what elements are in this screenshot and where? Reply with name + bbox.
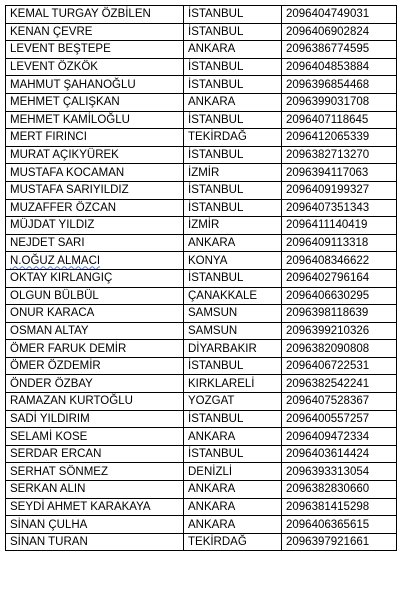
name-cell-text: NEJDET SARI [10, 237, 85, 250]
table-row [6, 498, 397, 516]
name-cell-text: MURAT AÇIKYÜREK [10, 149, 119, 162]
phone-cell-text: 2096404853884 [286, 61, 370, 74]
city-cell[interactable] [184, 375, 282, 393]
city-cell[interactable] [184, 129, 282, 147]
table-row [6, 463, 397, 481]
table-row [6, 375, 397, 393]
city-cell-text: DENİZLİ [188, 465, 233, 478]
name-cell[interactable] [6, 481, 184, 499]
name-cell-text: ÖNDER ÖZBAY [10, 377, 93, 390]
name-cell[interactable] [6, 393, 184, 411]
name-cell[interactable] [6, 322, 184, 340]
city-cell[interactable] [184, 41, 282, 59]
phone-cell-text: 2096397921661 [286, 536, 370, 549]
phone-cell-text: 2096402796164 [286, 272, 370, 285]
city-cell-text: İSTANBUL [188, 25, 244, 38]
table-row [6, 357, 397, 375]
phone-cell-text: 2096399210326 [286, 324, 370, 337]
phone-cell[interactable] [282, 287, 397, 305]
phone-cell-text: 2096393313054 [286, 465, 370, 478]
table-row [6, 322, 397, 340]
city-cell-text: TEKİRDAĞ [188, 131, 247, 144]
name-cell[interactable] [6, 287, 184, 305]
phone-cell-text: 2096409113318 [286, 237, 369, 250]
name-cell[interactable] [6, 516, 184, 534]
city-cell-text: KIRKLARELİ [188, 377, 255, 390]
table-row [6, 305, 397, 323]
name-cell-text: MUSTAFA KOCAMAN [10, 166, 125, 179]
phone-cell[interactable] [282, 199, 397, 217]
phone-cell-text: 2096406902824 [286, 25, 370, 38]
name-cell-text: ONUR KARACA [10, 307, 95, 320]
city-cell-text: İSTANBUL [188, 149, 244, 162]
phone-cell-text: 2096406365615 [286, 518, 370, 531]
city-cell-text: ANKARA [188, 43, 236, 56]
name-cell[interactable] [6, 217, 184, 235]
name-cell[interactable] [6, 269, 184, 287]
phone-cell[interactable] [282, 76, 397, 94]
contact-table-sheet [5, 5, 396, 551]
name-cell-text: SEYDİ AHMET KARAKAYA [10, 500, 151, 513]
table-row [6, 516, 397, 534]
city-cell[interactable] [184, 146, 282, 164]
name-cell-text: MUSTAFA SARIYILDIZ [10, 184, 129, 197]
city-cell[interactable] [184, 428, 282, 446]
phone-cell[interactable] [282, 410, 397, 428]
name-cell-text: KENAN ÇEVRE [10, 25, 93, 38]
city-cell[interactable] [184, 393, 282, 411]
name-cell-text: SADİ YILDIRIM [10, 412, 90, 425]
phone-cell-text: 2096382090808 [286, 342, 370, 355]
city-cell[interactable] [184, 305, 282, 323]
city-cell-text: SAMSUN [188, 324, 238, 337]
table-row [6, 445, 397, 463]
name-cell[interactable] [6, 111, 184, 129]
city-cell-text: İSTANBUL [188, 412, 244, 425]
table-row [6, 199, 397, 217]
city-cell[interactable] [184, 533, 282, 551]
name-cell-text: SİNAN TURAN [10, 536, 88, 549]
table-row [6, 410, 397, 428]
city-cell-text: İSTANBUL [188, 78, 244, 91]
city-cell[interactable] [184, 217, 282, 235]
name-cell-text: SERHAT SÖNMEZ [10, 465, 108, 478]
name-cell-text: N.OĞUZ ALMACI [10, 254, 101, 267]
phone-cell-text: 2096406630295 [286, 289, 370, 302]
name-cell-text: ÖMER FARUK DEMİR [10, 342, 127, 355]
table-body [6, 6, 397, 551]
name-cell[interactable] [6, 199, 184, 217]
phone-cell-text: 2096382713270 [286, 149, 370, 162]
name-cell-text: LEVENT BEŞTEPE [10, 43, 111, 56]
table-row [6, 76, 397, 94]
name-cell-text: MERT FIRINCI [10, 131, 87, 144]
phone-cell[interactable] [282, 375, 397, 393]
city-cell-text: ANKARA [188, 483, 236, 496]
phone-cell[interactable] [282, 252, 397, 270]
name-cell-text: RAMAZAN KURTOĞLU [10, 395, 133, 408]
city-cell-text: SAMSUN [188, 307, 238, 320]
city-cell[interactable] [184, 516, 282, 534]
table-row [6, 6, 397, 24]
city-cell-text: ANKARA [188, 237, 236, 250]
table-row [6, 533, 397, 551]
city-cell-text: YOZGAT [188, 395, 235, 408]
table-row [6, 111, 397, 129]
phone-cell-text: 2096406722531 [286, 360, 370, 373]
name-cell-text: OLGUN BÜLBÜL [10, 289, 99, 302]
table-row [6, 23, 397, 41]
phone-cell[interactable] [282, 516, 397, 534]
name-cell[interactable] [6, 305, 184, 323]
city-cell-text: İZMİR [188, 166, 220, 179]
phone-cell[interactable] [282, 164, 397, 182]
name-cell-text: MEHMET ÇALIŞKAN [10, 96, 120, 109]
city-cell-text: İSTANBUL [188, 113, 244, 126]
name-cell[interactable] [6, 463, 184, 481]
phone-cell[interactable] [282, 6, 397, 24]
name-cell-text: MÜJDAT YILDIZ [10, 219, 95, 232]
phone-cell[interactable] [282, 93, 397, 111]
city-cell-text: İSTANBUL [188, 360, 244, 373]
name-cell[interactable] [6, 6, 184, 24]
phone-cell-text: 2096386774595 [286, 43, 370, 56]
name-cell-text: SERKAN ALIN [10, 483, 86, 496]
name-cell[interactable] [6, 498, 184, 516]
phone-cell-text: 2096382542241 [286, 377, 370, 390]
name-cell-text: OSMAN ALTAY [10, 324, 89, 337]
city-cell-text: ANKARA [188, 96, 236, 109]
phone-cell[interactable] [282, 217, 397, 235]
city-cell[interactable] [184, 357, 282, 375]
table-row [6, 146, 397, 164]
city-cell-text: KONYA [188, 254, 228, 267]
table-row [6, 269, 397, 287]
name-cell-text: ÖMER ÖZDEMİR [10, 360, 101, 373]
city-cell[interactable] [184, 6, 282, 24]
phone-cell-text: 2096394117063 [286, 166, 369, 179]
name-cell-text: MAHMUT ŞAHANOĞLU [10, 78, 136, 91]
city-cell[interactable] [184, 498, 282, 516]
phone-cell-text: 2096399031708 [286, 96, 370, 109]
city-cell-text: ÇANAKKALE [188, 289, 258, 302]
table-row [6, 58, 397, 76]
phone-cell-text: 2096381415298 [286, 500, 370, 513]
city-cell-text: TEKİRDAĞ [188, 536, 247, 549]
name-cell[interactable] [6, 357, 184, 375]
name-cell-text: OKTAY KIRLANGIÇ [10, 272, 113, 285]
contact-table [5, 5, 397, 551]
phone-cell[interactable] [282, 181, 397, 199]
table-row [6, 481, 397, 499]
phone-cell[interactable] [282, 463, 397, 481]
name-cell-text: MUZAFFER ÖZCAN [10, 201, 117, 214]
phone-cell-text: 2096408346622 [286, 254, 370, 267]
phone-cell[interactable] [282, 445, 397, 463]
phone-cell[interactable] [282, 533, 397, 551]
name-cell[interactable] [6, 234, 184, 252]
name-cell[interactable] [6, 146, 184, 164]
table-row [6, 428, 397, 446]
city-cell[interactable] [184, 181, 282, 199]
phone-cell-text: 2096382830660 [286, 483, 370, 496]
phone-cell[interactable] [282, 146, 397, 164]
table-row [6, 181, 397, 199]
city-cell-text: ANKARA [188, 500, 236, 513]
table-row [6, 93, 397, 111]
phone-cell[interactable] [282, 41, 397, 59]
city-cell-text: İSTANBUL [188, 272, 244, 285]
name-cell[interactable] [6, 252, 184, 270]
phone-cell-text: 2096407351343 [286, 201, 370, 214]
table-row [6, 340, 397, 358]
city-cell[interactable] [184, 93, 282, 111]
city-cell[interactable] [184, 164, 282, 182]
city-cell-text: ANKARA [188, 518, 236, 531]
phone-cell-text: 2096407528367 [286, 395, 370, 408]
city-cell[interactable] [184, 76, 282, 94]
city-cell[interactable] [184, 445, 282, 463]
phone-cell-text: 2096404749031 [286, 8, 370, 21]
phone-cell-text: 2096412065339 [286, 131, 370, 144]
name-cell[interactable] [6, 129, 184, 147]
city-cell[interactable] [184, 287, 282, 305]
name-cell[interactable] [6, 428, 184, 446]
name-cell[interactable] [6, 58, 184, 76]
name-cell[interactable] [6, 41, 184, 59]
phone-cell-text: 2096409199327 [286, 184, 370, 197]
city-cell-text: İSTANBUL [188, 61, 244, 74]
name-cell[interactable] [6, 340, 184, 358]
city-cell[interactable] [184, 322, 282, 340]
phone-cell[interactable] [282, 340, 397, 358]
table-row [6, 393, 397, 411]
city-cell[interactable] [184, 481, 282, 499]
phone-cell-text: 2096398118639 [286, 307, 369, 320]
phone-cell[interactable] [282, 129, 397, 147]
name-cell-text: SELAMİ KOSE [10, 430, 88, 443]
phone-cell[interactable] [282, 393, 397, 411]
city-cell[interactable] [184, 23, 282, 41]
phone-cell[interactable] [282, 498, 397, 516]
table-row [6, 217, 397, 235]
city-cell-text: DİYARBAKIR [188, 342, 257, 355]
phone-cell-text: 2096396854468 [286, 78, 370, 91]
city-cell[interactable] [184, 340, 282, 358]
city-cell-text: İSTANBUL [188, 8, 244, 21]
phone-cell[interactable] [282, 58, 397, 76]
name-cell[interactable] [6, 76, 184, 94]
phone-cell[interactable] [282, 234, 397, 252]
name-cell-text: SİNAN ÇULHA [10, 518, 88, 531]
phone-cell[interactable] [282, 481, 397, 499]
phone-cell-text: 2096403614424 [286, 448, 370, 461]
name-cell[interactable] [6, 23, 184, 41]
table-row [6, 164, 397, 182]
city-cell[interactable] [184, 252, 282, 270]
name-cell[interactable] [6, 181, 184, 199]
name-cell[interactable] [6, 410, 184, 428]
phone-cell-text: 2096407118645 [286, 113, 369, 126]
name-cell[interactable] [6, 445, 184, 463]
name-cell[interactable] [6, 533, 184, 551]
table-row [6, 129, 397, 147]
city-cell-text: İSTANBUL [188, 448, 244, 461]
city-cell[interactable] [184, 111, 282, 129]
phone-cell[interactable] [282, 305, 397, 323]
phone-cell[interactable] [282, 357, 397, 375]
phone-cell-text: 2096411140419 [286, 219, 368, 232]
phone-cell[interactable] [282, 322, 397, 340]
city-cell-text: İSTANBUL [188, 201, 244, 214]
city-cell-text: İSTANBUL [188, 184, 244, 197]
name-cell-text: KEMAL TURGAY ÖZBİLEN [10, 8, 151, 21]
phone-cell[interactable] [282, 111, 397, 129]
city-cell-text: İZMİR [188, 219, 220, 232]
table-row [6, 252, 397, 270]
city-cell[interactable] [184, 199, 282, 217]
city-cell[interactable] [184, 410, 282, 428]
phone-cell[interactable] [282, 23, 397, 41]
phone-cell[interactable] [282, 428, 397, 446]
city-cell[interactable] [184, 269, 282, 287]
city-cell[interactable] [184, 58, 282, 76]
name-cell[interactable] [6, 93, 184, 111]
city-cell[interactable] [184, 463, 282, 481]
name-cell[interactable] [6, 375, 184, 393]
table-row [6, 287, 397, 305]
table-row [6, 234, 397, 252]
name-cell-text: LEVENT ÖZKÖK [10, 61, 98, 74]
city-cell-text: ANKARA [188, 430, 236, 443]
phone-cell[interactable] [282, 269, 397, 287]
name-cell[interactable] [6, 164, 184, 182]
name-cell-text: SERDAR ERCAN [10, 448, 102, 461]
city-cell[interactable] [184, 234, 282, 252]
phone-cell-text: 2096409472334 [286, 430, 370, 443]
table-row [6, 41, 397, 59]
phone-cell-text: 2096400557257 [286, 412, 370, 425]
name-cell-text: MEHMET KAMİLOĞLU [10, 113, 130, 126]
